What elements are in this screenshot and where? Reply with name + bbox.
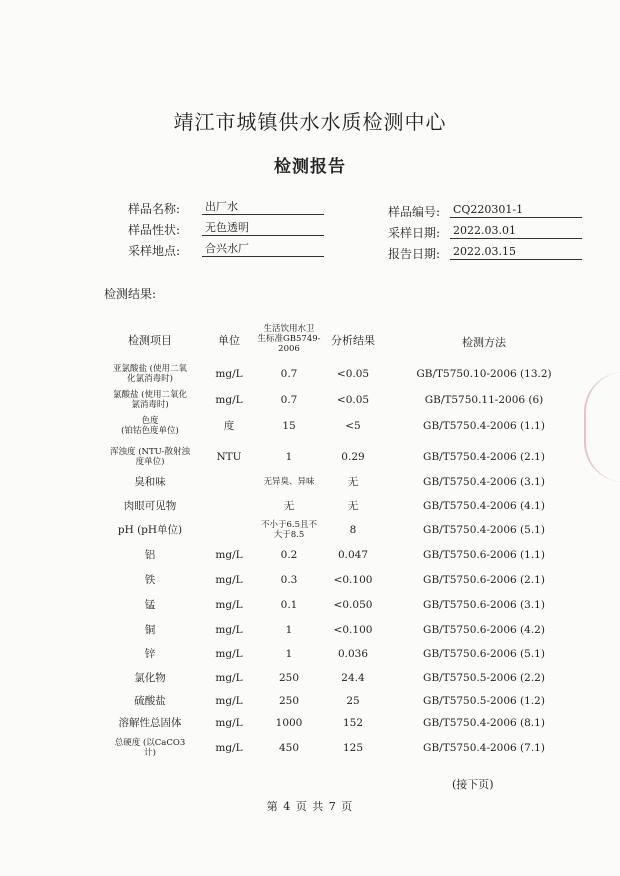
sample-name-value: 出厂水	[202, 200, 324, 215]
report-subtitle: 检测报告	[274, 157, 346, 177]
cell-method: GB/T5750.11-2006 (6)	[424, 394, 544, 406]
cell-result: 24.4	[341, 672, 365, 684]
cell-method: GB/T5750.5-2006 (2.2)	[423, 672, 545, 684]
report-date-value: 2022.03.15	[450, 245, 582, 260]
sample-state-value: 无色透明	[202, 221, 324, 236]
cell-unit: mg/L	[215, 549, 243, 561]
cell-result: <0.05	[336, 368, 370, 380]
cell-item: 亚氯酸盐 (使用二氧 化氯消毒时)	[112, 364, 188, 384]
sample-state-label: 样品性状:	[128, 223, 181, 237]
header-standard-line1: 生活饮用水卫	[263, 324, 315, 334]
cell-result: <0.100	[333, 574, 373, 586]
cell-result: 125	[342, 742, 364, 754]
cell-item: 锰	[144, 599, 156, 611]
sample-no-value: CQ220301-1	[450, 203, 582, 218]
cell-standard: 15	[282, 420, 296, 432]
cell-result: <0.050	[333, 599, 373, 611]
sample-date-label: 采样日期:	[388, 226, 441, 240]
cell-standard: 0.7	[280, 394, 298, 406]
continued-note: (接下页)	[452, 778, 494, 791]
seal-stamp-edge	[584, 372, 620, 482]
sample-site-label: 采样地点:	[128, 244, 181, 258]
cell-unit: mg/L	[215, 742, 243, 754]
results-label: 检测结果:	[104, 287, 157, 301]
cell-unit: mg/L	[215, 599, 243, 611]
cell-unit: NTU	[216, 451, 242, 463]
report-org-title: 靖江市城镇供水水质检测中心	[173, 110, 447, 134]
sample-name-label: 样品名称:	[128, 202, 181, 216]
cell-result: 8	[349, 524, 357, 536]
cell-item: 锌	[144, 648, 156, 660]
cell-result: 0.036	[337, 648, 369, 660]
cell-unit: 度	[223, 420, 235, 432]
cell-unit: mg/L	[215, 574, 243, 586]
sample-site-value: 合兴水厂	[202, 242, 324, 257]
cell-result: 0.047	[337, 549, 369, 561]
sample-date-value: 2022.03.01	[450, 224, 582, 239]
cell-standard: 1000	[275, 717, 303, 729]
cell-standard: 0.7	[280, 368, 298, 380]
header-method: 检测方法	[462, 336, 506, 349]
cell-method: GB/T5750.10-2006 (13.2)	[416, 368, 552, 380]
cell-method: GB/T5750.4-2006 (1.1)	[423, 420, 545, 432]
cell-method: GB/T5750.4-2006 (4.1)	[423, 500, 545, 512]
cell-item: 氯酸盐 (使用二氧化 氯消毒时)	[112, 390, 188, 410]
report-date-label: 报告日期:	[388, 247, 441, 261]
cell-standard: 250	[278, 695, 300, 707]
sample-no-label: 样品编号:	[388, 205, 441, 219]
header-result: 分析结果	[331, 334, 375, 347]
cell-unit: mg/L	[215, 717, 243, 729]
cell-unit: mg/L	[215, 672, 243, 684]
cell-result: 无	[347, 500, 359, 512]
cell-method: GB/T5750.4-2006 (2.1)	[423, 451, 545, 463]
cell-item: 色度 (铂钴色度单位)	[121, 416, 179, 436]
cell-standard: 450	[278, 742, 300, 754]
cell-method: GB/T5750.5-2006 (1.2)	[423, 695, 545, 707]
cell-item: 肉眼可见物	[123, 500, 177, 512]
cell-unit: mg/L	[215, 624, 243, 636]
header-standard	[257, 324, 320, 354]
cell-result: <5	[345, 420, 361, 432]
cell-method: GB/T5750.6-2006 (4.2)	[423, 624, 545, 636]
cell-result: <0.100	[333, 624, 373, 636]
cell-item: 总硬度 (以CaCO3 计)	[114, 738, 186, 758]
cell-unit: mg/L	[215, 648, 243, 660]
cell-result: 152	[342, 717, 364, 729]
cell-method: GB/T5750.6-2006 (1.1)	[423, 549, 545, 561]
cell-item: 溶解性总固体	[118, 717, 182, 729]
cell-standard: 不小于6.5且不 大于8.5	[260, 520, 318, 540]
cell-item: pH (pH单位)	[117, 524, 183, 536]
cell-method: GB/T5750.4-2006 (5.1)	[423, 524, 545, 536]
cell-unit: mg/L	[215, 394, 243, 406]
cell-method: GB/T5750.4-2006 (3.1)	[423, 476, 545, 488]
cell-unit: mg/L	[215, 368, 243, 380]
cell-item: 浑浊度 (NTU-散射浊 度单位)	[109, 447, 191, 467]
header-standard-line3: 2006	[278, 344, 300, 354]
cell-standard: 1	[285, 648, 293, 660]
header-unit: 单位	[218, 334, 240, 347]
cell-item: 硫酸盐	[134, 695, 166, 707]
cell-item: 铜	[144, 624, 156, 636]
cell-standard: 无	[283, 500, 295, 512]
cell-standard: 0.1	[280, 599, 298, 611]
cell-method: GB/T5750.6-2006 (5.1)	[423, 648, 545, 660]
page-footer: 第 4 页 共 7 页	[266, 800, 354, 813]
cell-method: GB/T5750.6-2006 (3.1)	[423, 599, 545, 611]
cell-item: 铁	[144, 574, 156, 586]
cell-unit: mg/L	[215, 695, 243, 707]
cell-result: 0.29	[341, 451, 365, 463]
cell-standard: 0.3	[280, 574, 298, 586]
cell-item: 铝	[144, 549, 156, 561]
cell-result: <0.05	[336, 394, 370, 406]
cell-result: 无	[347, 476, 359, 488]
header-item: 检测项目	[128, 334, 172, 347]
cell-item: 氯化物	[134, 672, 166, 684]
cell-item: 臭和味	[134, 476, 166, 488]
cell-standard: 250	[278, 672, 300, 684]
cell-standard: 1	[285, 451, 293, 463]
cell-method: GB/T5750.4-2006 (7.1)	[423, 742, 545, 754]
cell-result: 25	[346, 695, 360, 707]
cell-standard: 无异臭、异味	[263, 477, 315, 487]
cell-standard: 0.2	[280, 549, 298, 561]
header-standard-line2: 生标准GB5749-	[257, 334, 321, 344]
cell-standard: 1	[285, 624, 293, 636]
cell-method: GB/T5750.4-2006 (8.1)	[423, 717, 545, 729]
cell-method: GB/T5750.6-2006 (2.1)	[423, 574, 545, 586]
